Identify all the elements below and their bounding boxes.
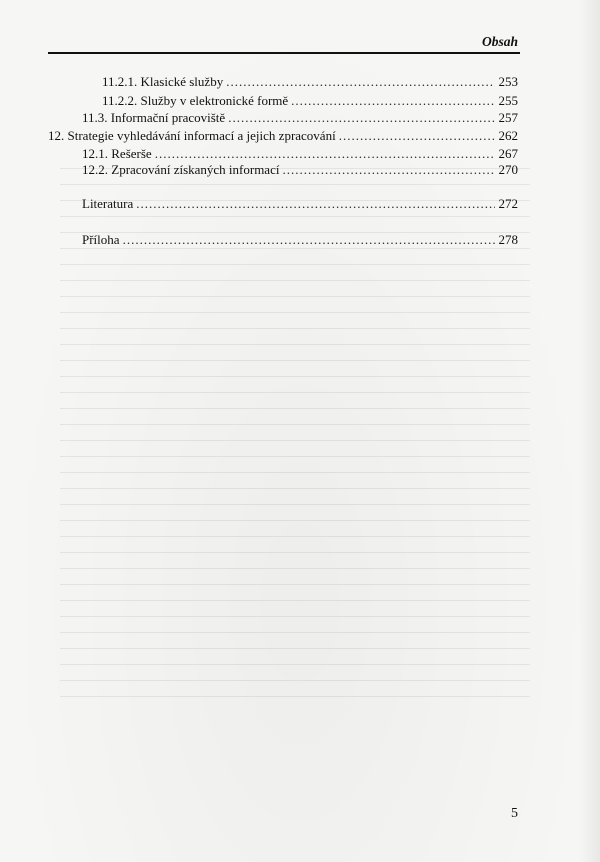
toc-entry-page: 262 <box>498 128 518 143</box>
toc-entry-label: 11.2.2. Služby v elektronické formě <box>102 93 289 108</box>
toc-entry-page: 270 <box>498 162 518 177</box>
toc-entry-label: 11.2.1. Klasické služby <box>102 74 224 89</box>
toc-leader-dots <box>291 93 495 109</box>
toc-entry-page: 255 <box>498 93 518 108</box>
toc-entry[interactable] <box>48 128 518 144</box>
toc-entry[interactable] <box>82 232 518 248</box>
toc-entry-page: 257 <box>498 110 518 125</box>
toc-entry-page: 272 <box>498 196 518 211</box>
header-title: Obsah <box>481 34 518 49</box>
toc-entry-label: 12.1. Rešerše <box>82 146 152 161</box>
toc-entry[interactable] <box>82 110 518 126</box>
toc-leader-dots <box>226 74 495 90</box>
page-number: 5 <box>511 806 518 821</box>
toc-entry-page: 278 <box>498 232 518 247</box>
toc-leader-dots <box>339 128 495 144</box>
toc-leader-dots <box>228 110 495 126</box>
toc-leader-dots <box>282 162 495 178</box>
toc-entry[interactable] <box>102 93 518 109</box>
toc-entry-page: 253 <box>498 74 518 89</box>
toc-entry-label: 12. Strategie vyhledávání informací a jejich zpracování <box>48 128 336 143</box>
toc-entry-label: 12.2. Zpracování získaných informací <box>82 162 280 177</box>
toc-entry-label: Literatura <box>82 196 134 211</box>
toc-leader-dots <box>123 232 495 248</box>
toc-entry[interactable] <box>82 146 518 162</box>
toc-leader-dots <box>136 196 495 212</box>
toc-entry[interactable] <box>102 74 518 90</box>
toc-entry[interactable] <box>82 162 518 178</box>
toc-entry-label: 11.3. Informační pracoviště <box>82 110 226 125</box>
toc-entry-label: Příloha <box>82 232 120 247</box>
toc-entry-page: 267 <box>498 146 518 161</box>
toc-entry[interactable] <box>82 196 518 212</box>
toc-leader-dots <box>155 146 495 162</box>
